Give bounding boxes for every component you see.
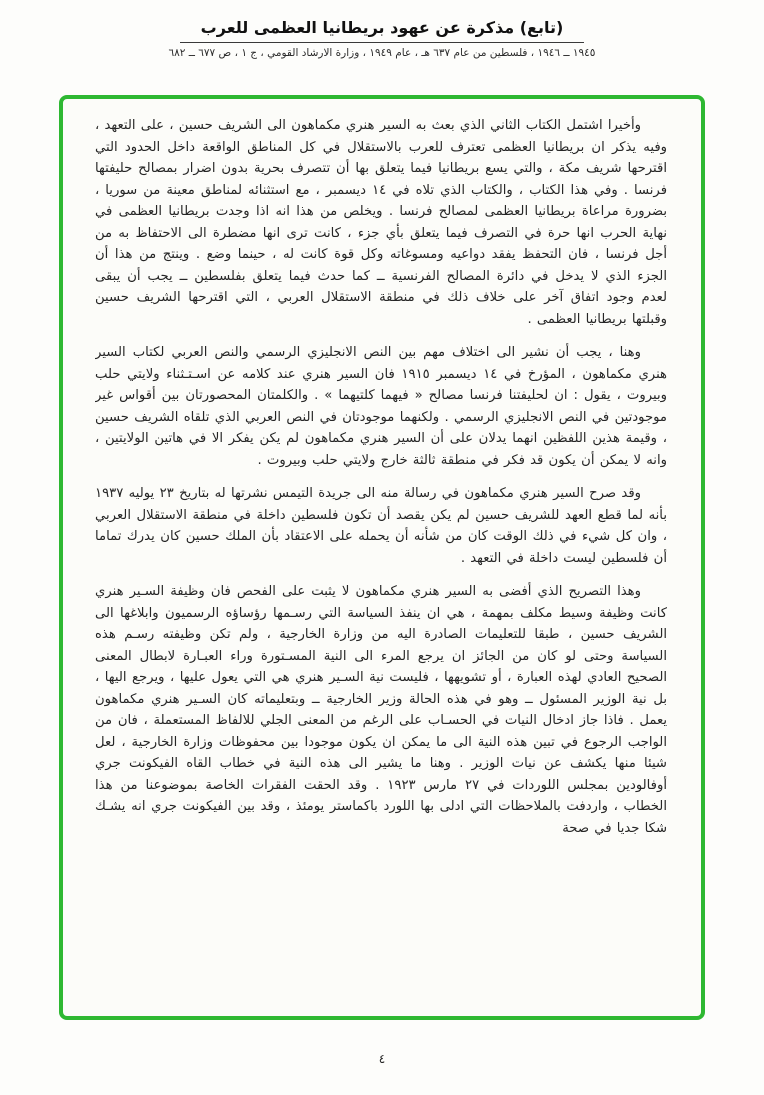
paragraph: وأخيرا اشتمل الكتاب الثاني الذي بعث به السير هنري مكماهون الى الشريف حسين ، على التعهد ، وفيه يذكر ان بريطانيا العظمى تعترف للعرب بالاستقلال في كل المناطق الواقعة داخل الحدود التي اقترحها شريف مكة ، والتي يسع بريطانيا فيما يتعلق بها أن تتصرف بحرية بدون اضرار بمصالح حليفتها فرنسا . وفي هذا الكتاب ، والكتاب الذي تلاه في ١٤ ديسمبر ، مع استثنائه لمناطق معينة من سوريا ، بضرورة مراعاة بريطانيا العظمى لمصالح فرنسا . ويخلص من هذا انه اذا وجدت بريطانيا العظمى في نهاية الحرب انها حرة في التصرف فيما يتعلق بأي جزء ، كانت ترى انها مضطرة الى الاحتفاظ به من أجل فرنسا ، فان التحفظ يفقد دواعيه ومسوغاته وكل قوة كانت له ، حينما وضع . وينتج من هذا أن الجزء الذي لا يدخل في دائرة المصالح الفرنسية ــ كما حدث فيما يتعلق بفلسطين ــ يجب أن يبقى لعدم وجود اتفاق آخر على خلاف ذلك في منطقة الاستقلال العربي ، التي اقترحها الشريف حسين وقبلتها بريطانيا العظمى . (95, 118, 667, 327)
page-footer (0, 1048, 764, 1067)
page-title: (تابع) مذكرة عن عهود بريطانيا العظمى للعرب (200, 18, 564, 37)
paragraph: وهذا التصريح الذي أفضى به السير هنري مكماهون لا يثبت على الفحص فان وظيفة السـير هنري كانت وظيفة وسيط مكلف بمهمة ، هي ان ينفذ السياسة التي رسـمها رؤساؤه الرسميون وابلاغها الى الشريف حسين ، طبقا للتعليمات الصادرة اليه من وزارة الخارجية ، ولم تكن وظيفته رسـم هذه السياسة وحتى لو كان من الجائز ان يرجع المرء الى النية المسـتورة وراء العبـارة لابطال المعنى الصحيح العادي لهذه العبارة ، أو تشويهها ، فليست نية السـير هنري هي التي يعول عليها ، ويرجع اليها ، بل نية الوزير المسئول ــ وهو في هذه الحالة وزير الخارجية ــ وبتعليماته كان السـير هنري مكماهون يعمل . فاذا جاز ادخال النيات في الحسـاب على الرغم من المعنى الجلي للالفاظ المستعملة ، فان من الواجب الرجوع في تبين هذه النية الى ما يمكن ان يكون موجودا بين محفوظات وزارة الخارجية ، لعل شيئا منها يكشف عن نيات الوزير . وهنا ما يشير الى هذه النية في خطاب القاه الفيكونت جري أوفالودين بمجلس اللوردات في ٢٧ مارس ١٩٢٣ . وقد الحقت الفقرات الخاصة بموضوعنا من هذا الخطاب ، واردفت بالملاحظات التي ادلى بها اللورد باكماستر يومئذ ، وقد بين الفيكونت جري انه يشـك شكا جديا في صحة (95, 584, 667, 836)
page-header (0, 0, 764, 59)
body-paragraphs (95, 115, 667, 1002)
page-number: ٤ (378, 1052, 386, 1066)
header-divider (180, 42, 584, 43)
header-citation: ١٩٤٥ ــ ١٩٤٦ ، فلسطين من عام ٦٣٧ هـ ، عام ١٩٤٩ ، وزارة الارشاد القومي ، ج ١ ، ص ٦٧٧ ــ ٦٨٢ (168, 47, 596, 59)
paragraph: وهنا ، يجب أن نشير الى اختلاف مهم بين النص الانجليزي الرسمي والنص العربي لكتاب السير هنري مكماهون ، المؤرخ في ١٤ ديسمبر ١٩١٥ فان السير هنري عند كلامه عن اسـتـثناء ولايتي حلب وبيروت ، يقول : ان لحليفتنا فرنسا مصالح « فيهما كلتيهما » . والكلمتان المحصورتان بين أقواس غير موجودتين في النص الانجليزي الرسمي . ولكنهما موجودتان في النص العربي الذي تلقاه الشريف حسين ، وقيمة هذين اللفظين انهما يدلان على أن السير هنري مكماهون لم يكن يفكر الا في هاتين الولايتين ، وانه لا يمكن أن يكون قد فكر في منطقة ثالثة خارج ولايتي حلب وبيروت . (95, 345, 667, 468)
green-highlight-frame (59, 95, 705, 1020)
paragraph: وقد صرح السير هنري مكماهون في رسالة منه الى جريدة التيمس نشرتها له بتاريخ ٢٣ يوليه ١٩٣٧ بأنه لما قطع العهد للشريف حسين لم يكن يقصد أن تكون فلسطين داخلة في منطقة الاستقلال العربي ، وان كل شيء في ذلك الوقت كان من شأنه أن يحمله على الاعتقاد بأن الملك حسين كان يدرك تماما أن فلسطين ليست داخلة في التعهد . (95, 486, 667, 566)
